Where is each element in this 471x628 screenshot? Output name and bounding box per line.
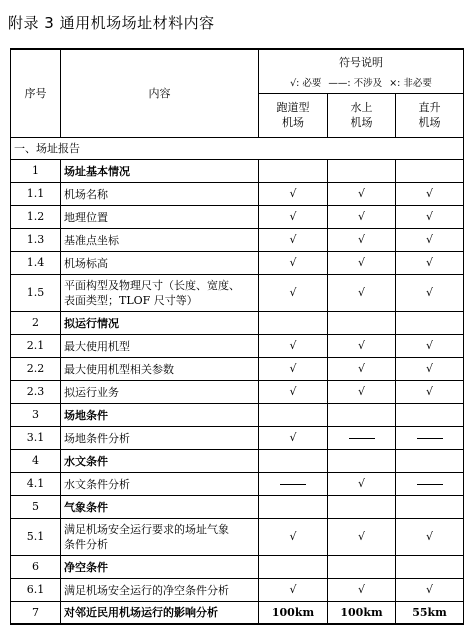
cell-heli [396,449,464,472]
row-content-line: 表面类型；TLOF 尺寸等） [64,293,198,307]
cell-heli: √ [396,578,464,601]
row-content [61,274,259,311]
cell-runway: √ [259,357,328,380]
cell-runway: √ [259,380,328,403]
cell-heli: √ [396,334,464,357]
cell-runway [259,495,328,518]
cell-heli: √ [396,518,464,555]
cell-heli [396,426,464,449]
row-content: 拟运行情况 [61,311,259,334]
cell-heli [396,495,464,518]
legend-not-required: ×: 非必要 [389,77,432,89]
table-row [11,578,464,601]
cell-heli [396,472,464,495]
cell-heli: √ [396,251,464,274]
cell-water [328,449,396,472]
header-row-1 [11,49,464,93]
cell-water [328,159,396,182]
dash-text [443,477,444,478]
dash-text [443,431,444,432]
row-content: 场地条件分析 [61,426,259,449]
cell-water [328,403,396,426]
table-row [11,518,464,555]
cell-heli [396,311,464,334]
row-seq: 1.5 [11,274,61,311]
row-seq: 2.3 [11,380,61,403]
table-row [11,426,464,449]
cell-water: √ [328,357,396,380]
row-seq: 5 [11,495,61,518]
row-seq: 3.1 [11,426,61,449]
dash-mark [280,484,306,485]
cell-runway [259,403,328,426]
header-col-water: 水上 机场 [328,93,396,137]
table-row [11,555,464,578]
cell-water: √ [328,334,396,357]
dash-mark [417,438,443,439]
header-legend [259,49,464,93]
row-seq: 2.2 [11,357,61,380]
row-seq: 7 [11,601,61,624]
row-content: 对邻近民用机场运行的影响分析 [61,601,259,624]
page-title: 附录 3 通用机场场址材料内容 [8,14,215,32]
cell-runway: √ [259,251,328,274]
row-content: 拟运行业务 [61,380,259,403]
row-seq: 3 [11,403,61,426]
cell-water [328,495,396,518]
table-row [11,159,464,182]
legend-title: 符号说明 [339,55,383,69]
table-row [11,495,464,518]
cell-runway: √ [259,182,328,205]
table-row [11,357,464,380]
section-title: 一、场址报告 [11,137,464,159]
row-content: 水文条件 [61,449,259,472]
table-row [11,274,464,311]
cell-water: √ [328,274,396,311]
row-content: 最大使用机型 [61,334,259,357]
table-row [11,228,464,251]
row-seq: 2 [11,311,61,334]
cell-runway: √ [259,426,328,449]
cell-water: √ [328,182,396,205]
dash-text [375,431,376,432]
row-seq: 1.4 [11,251,61,274]
cell-runway: √ [259,334,328,357]
cell-water [328,426,396,449]
cell-heli: 55km [396,601,464,624]
cell-water [328,555,396,578]
row-content: 水文条件分析 [61,472,259,495]
row-content-line: 条件分析 [64,537,108,551]
row-content: 满足机场安全运行的净空条件分析 [61,578,259,601]
cell-runway: √ [259,205,328,228]
row-seq: 1.3 [11,228,61,251]
header-col-heli: 直升 机场 [396,93,464,137]
row-seq: 6 [11,555,61,578]
row-content: 场地条件 [61,403,259,426]
row-seq: 5.1 [11,518,61,555]
cell-heli: √ [396,380,464,403]
table-row [11,182,464,205]
row-seq: 1.2 [11,205,61,228]
row-seq: 4.1 [11,472,61,495]
cell-water: √ [328,578,396,601]
row-content: 地理位置 [61,205,259,228]
legend-not-applicable: ——: 不涉及 [328,77,383,89]
cell-heli [396,159,464,182]
row-content: 机场标高 [61,251,259,274]
cell-heli: √ [396,228,464,251]
cell-heli [396,403,464,426]
legend-required: √: 必要 [290,77,322,89]
table-row [11,251,464,274]
cell-heli: √ [396,357,464,380]
row-seq: 6.1 [11,578,61,601]
cell-runway [259,472,328,495]
cell-water [328,311,396,334]
row-content: 净空条件 [61,555,259,578]
cell-water: 100km [328,601,396,624]
table-row [11,311,464,334]
cell-runway [259,449,328,472]
cell-runway: √ [259,228,328,251]
cell-runway: √ [259,518,328,555]
cell-water: √ [328,518,396,555]
table-row [11,472,464,495]
row-content: 基准点坐标 [61,228,259,251]
dash-mark [349,438,375,439]
row-content-line: 平面构型及物理尺寸（长度、宽度、 [64,278,240,292]
table-row [11,403,464,426]
row-content: 场址基本情况 [61,159,259,182]
table-row [11,449,464,472]
cell-water: √ [328,380,396,403]
row-seq: 1.1 [11,182,61,205]
cell-heli: √ [396,182,464,205]
cell-runway [259,311,328,334]
table-row [11,380,464,403]
row-content: 机场名称 [61,182,259,205]
row-content [61,518,259,555]
row-seq: 4 [11,449,61,472]
section-row [11,137,464,159]
cell-heli [396,555,464,578]
cell-runway: √ [259,274,328,311]
header-seq: 序号 [11,49,61,137]
cell-heli: √ [396,274,464,311]
row-content: 最大使用机型相关参数 [61,357,259,380]
cell-runway: √ [259,578,328,601]
table-row [11,601,464,624]
dash-mark [417,484,443,485]
row-content-line: 满足机场安全运行要求的场址气象 [64,522,229,536]
table-row [11,334,464,357]
table-row [11,205,464,228]
row-content: 气象条件 [61,495,259,518]
cell-runway [259,159,328,182]
cell-water: √ [328,472,396,495]
header-content: 内容 [61,49,259,137]
legend-items [262,75,460,89]
cell-water: √ [328,205,396,228]
row-seq: 2.1 [11,334,61,357]
cell-runway [259,555,328,578]
header-col-runway: 跑道型 机场 [259,93,328,137]
dash-text [306,477,307,478]
cell-water: √ [328,228,396,251]
site-material-table [10,48,464,625]
cell-heli: √ [396,205,464,228]
cell-water: √ [328,251,396,274]
row-seq: 1 [11,159,61,182]
cell-runway: 100km [259,601,328,624]
